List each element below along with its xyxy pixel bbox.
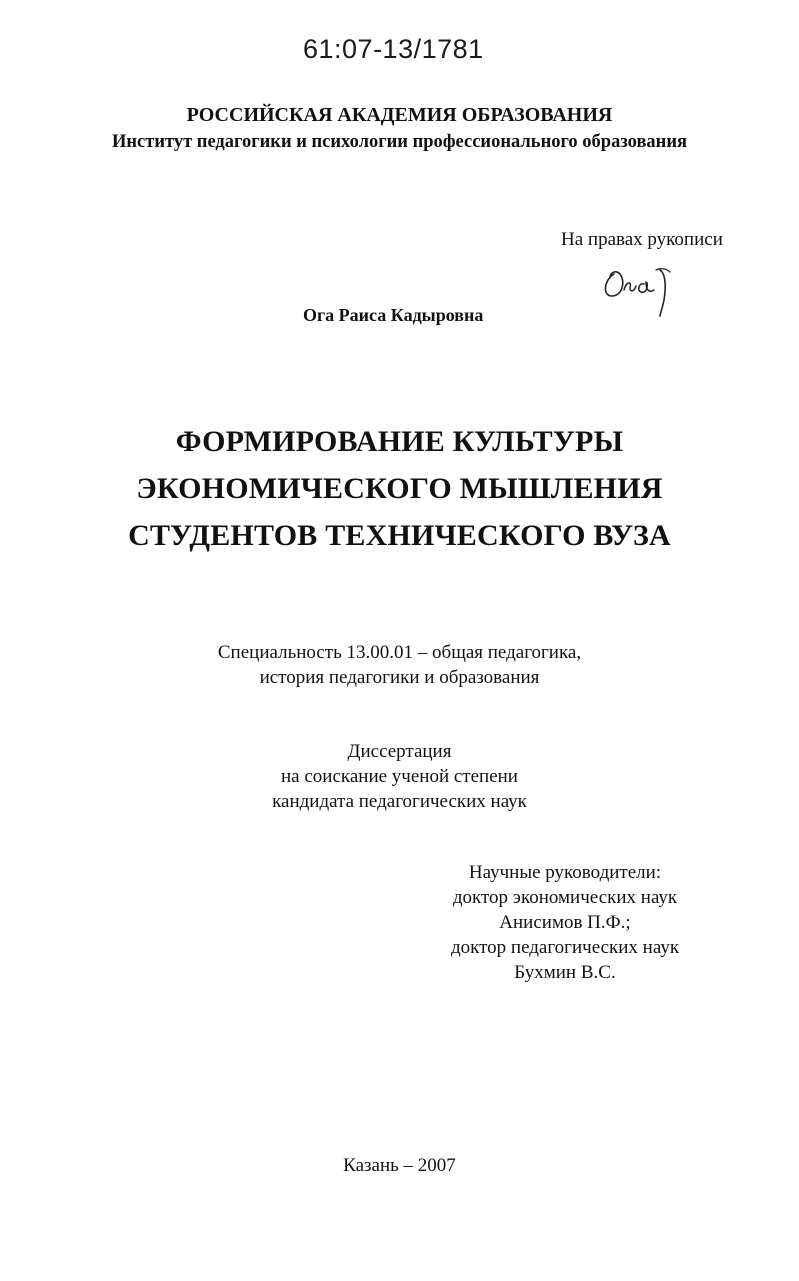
handwritten-signature-icon: [600, 252, 680, 320]
specialty-block: [0, 640, 799, 690]
supervisor-2-degree: доктор педагогических наук: [450, 937, 680, 958]
title-line-2: ЭКОНОМИЧЕСКОГО МЫШЛЕНИЯ: [136, 472, 663, 505]
degree-line-2: на соискание ученой степени: [281, 766, 518, 787]
supervisors-block: [420, 860, 710, 985]
specialty-line-2: история педагогики и образования: [259, 667, 540, 688]
archive-stamp-code: 61:07-13/1781: [303, 34, 484, 64]
dissertation-title: [0, 418, 799, 559]
academy-name: РОССИЙСКАЯ АКАДЕМИЯ ОБРАЗОВАНИЯ: [186, 104, 613, 126]
supervisor-2-name: Бухмин В.С.: [514, 962, 616, 983]
degree-block: [0, 739, 799, 814]
manuscript-rights-note: На правах рукописи: [561, 229, 723, 250]
title-line-3: СТУДЕНТОВ ТЕХНИЧЕСКОГО ВУЗА: [128, 519, 671, 552]
degree-line-3: кандидата педагогических наук: [272, 791, 527, 812]
supervisor-1-name: Анисимов П.Ф.;: [499, 912, 631, 933]
specialty-line-1: Специальность 13.00.01 – общая педагогика,: [217, 642, 582, 663]
supervisor-1-degree: доктор экономических наук: [452, 887, 678, 908]
institute-name: Институт педагогики и психологии профессионального образования: [111, 132, 688, 152]
city-year: Казань – 2007: [343, 1155, 456, 1176]
supervisors-heading: Научные руководители:: [468, 862, 662, 883]
author-name: Ога Раиса Кадыровна: [303, 305, 484, 325]
degree-line-1: Диссертация: [347, 741, 452, 762]
title-line-1: ФОРМИРОВАНИЕ КУЛЬТУРЫ: [175, 425, 624, 458]
